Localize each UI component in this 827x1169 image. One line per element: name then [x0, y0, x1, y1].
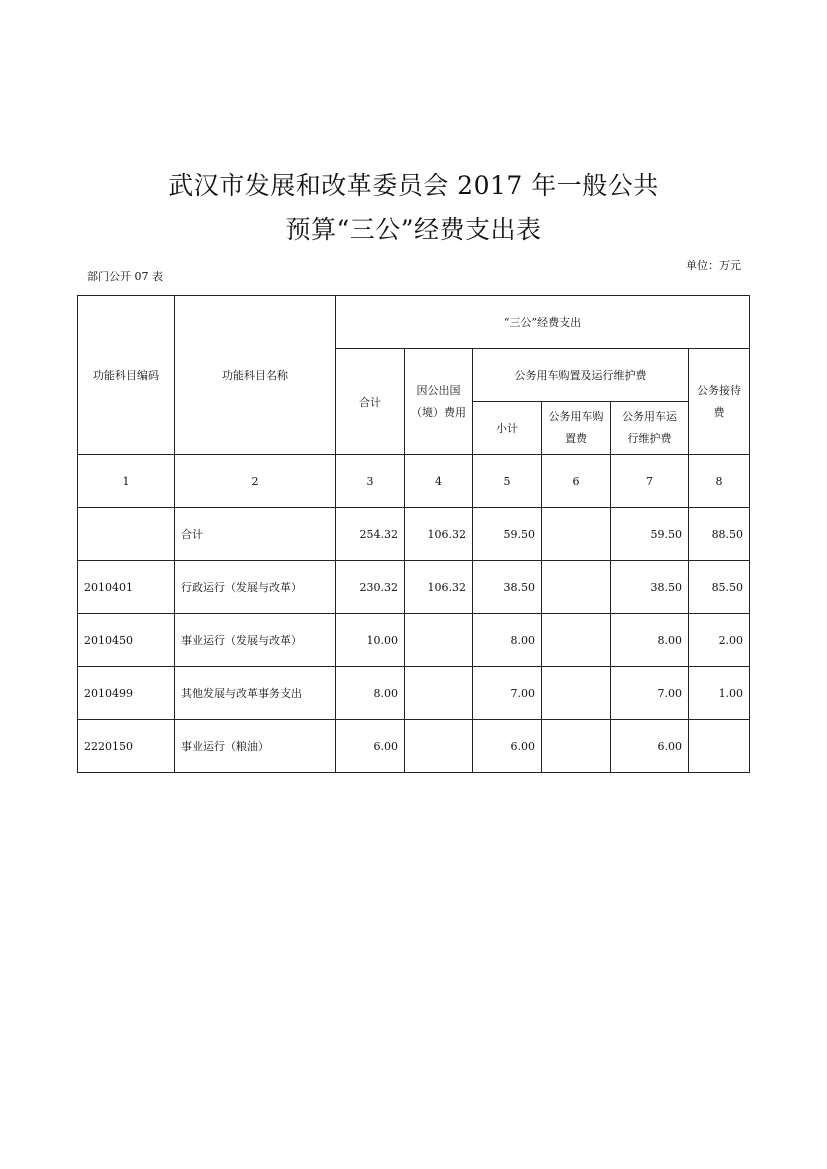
column-number: 3	[336, 455, 405, 508]
row-reception: 2.00	[689, 614, 750, 667]
row-reception: 1.00	[689, 667, 750, 720]
column-number: 4	[405, 455, 473, 508]
column-number: 1	[78, 455, 175, 508]
row-abroad	[405, 720, 473, 773]
document-title-line1: 武汉市发展和改革委员会 2017 年一般公共	[168, 171, 659, 200]
row-purchase	[542, 561, 611, 614]
header-vehicle-purchase: 公务用车购置费	[542, 402, 611, 455]
unit-label: 单位：万元	[686, 259, 741, 272]
column-number: 2	[175, 455, 336, 508]
row-maintenance: 38.50	[611, 561, 689, 614]
row-name: 其他发展与改革事务支出	[175, 667, 336, 720]
header-total: 合计	[336, 349, 405, 455]
row-abroad	[405, 614, 473, 667]
table-row	[78, 561, 750, 614]
row-total: 254.32	[336, 508, 405, 561]
row-code: 2220150	[78, 720, 175, 773]
row-total: 230.32	[336, 561, 405, 614]
dept-label: 部门公开 07 表	[87, 270, 163, 283]
row-code: 2010499	[78, 667, 175, 720]
header-reception: 公务接待费	[689, 349, 750, 455]
column-number: 6	[542, 455, 611, 508]
table-row	[78, 508, 750, 561]
row-code	[78, 508, 175, 561]
row-abroad: 106.32	[405, 508, 473, 561]
table-row	[78, 614, 750, 667]
row-maintenance: 6.00	[611, 720, 689, 773]
row-abroad: 106.32	[405, 561, 473, 614]
column-number: 8	[689, 455, 750, 508]
column-number: 7	[611, 455, 689, 508]
row-subtotal: 8.00	[473, 614, 542, 667]
table-row	[78, 667, 750, 720]
row-reception: 85.50	[689, 561, 750, 614]
row-name: 事业运行（粮油）	[175, 720, 336, 773]
document-title-line2: 预算“三公”经费支出表	[285, 215, 542, 244]
expense-table	[77, 295, 750, 773]
row-total: 8.00	[336, 667, 405, 720]
row-purchase	[542, 614, 611, 667]
row-reception: 88.50	[689, 508, 750, 561]
header-group: “三公”经费支出	[336, 296, 750, 349]
row-purchase	[542, 667, 611, 720]
row-name: 合计	[175, 508, 336, 561]
row-reception	[689, 720, 750, 773]
row-name: 行政运行（发展与改革）	[175, 561, 336, 614]
header-vehicle-subtotal: 小计	[473, 402, 542, 455]
column-number-row	[78, 455, 750, 508]
row-total: 6.00	[336, 720, 405, 773]
row-code: 2010401	[78, 561, 175, 614]
header-vehicle-group: 公务用车购置及运行维护费	[473, 349, 689, 402]
row-subtotal: 59.50	[473, 508, 542, 561]
table-row	[78, 720, 750, 773]
column-number: 5	[473, 455, 542, 508]
row-name: 事业运行（发展与改革）	[175, 614, 336, 667]
row-subtotal: 7.00	[473, 667, 542, 720]
header-code: 功能科目编码	[78, 296, 175, 455]
header-abroad: 因公出国（境）费用	[405, 349, 473, 455]
header-vehicle-maintenance: 公务用车运行维护费	[611, 402, 689, 455]
header-row-1	[78, 296, 750, 349]
row-maintenance: 59.50	[611, 508, 689, 561]
header-name: 功能科目名称	[175, 296, 336, 455]
row-abroad	[405, 667, 473, 720]
row-total: 10.00	[336, 614, 405, 667]
row-maintenance: 7.00	[611, 667, 689, 720]
row-subtotal: 6.00	[473, 720, 542, 773]
row-subtotal: 38.50	[473, 561, 542, 614]
row-purchase	[542, 508, 611, 561]
row-code: 2010450	[78, 614, 175, 667]
row-purchase	[542, 720, 611, 773]
row-maintenance: 8.00	[611, 614, 689, 667]
